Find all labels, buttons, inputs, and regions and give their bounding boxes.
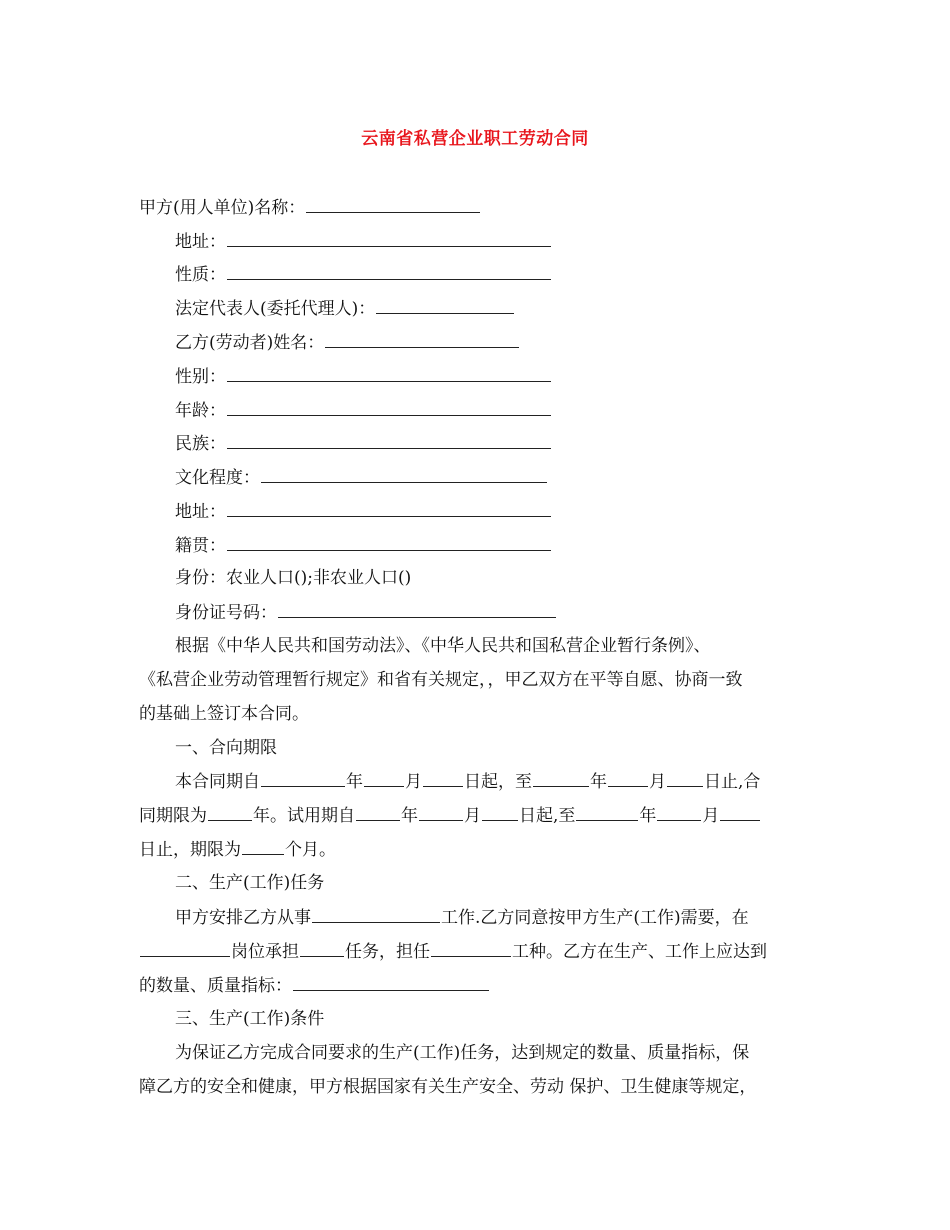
term-text: 本合同期自 xyxy=(175,772,260,792)
party-b-education-blank[interactable] xyxy=(261,465,547,483)
task-text: 的数量、质量指标： xyxy=(139,976,292,996)
party-b-name-blank[interactable] xyxy=(325,330,519,348)
party-b-origin-label: 籍贯： xyxy=(175,536,226,556)
task-text: 岗位承担 xyxy=(231,942,299,962)
party-a-nature-blank[interactable] xyxy=(227,262,551,280)
party-a-rep-line xyxy=(175,296,515,320)
quota-blank[interactable] xyxy=(293,973,489,991)
section-2-line-1 xyxy=(175,905,749,929)
party-b-education-line xyxy=(175,465,548,489)
section-2-heading: 二、生产(工作)任务 xyxy=(175,873,325,893)
probation-months-blank[interactable] xyxy=(242,837,284,855)
task-text: 工作.乙方同意按甲方生产(工作)需要，在 xyxy=(441,908,749,928)
party-b-gender-label: 性别： xyxy=(175,367,226,387)
start-month-blank[interactable] xyxy=(364,769,404,787)
term-text: 日止，期限为 xyxy=(139,840,241,860)
start-day-blank[interactable] xyxy=(423,769,463,787)
document-title: 云南省私营企业职工劳动合同 xyxy=(361,129,589,149)
party-b-age-label: 年龄： xyxy=(175,401,226,421)
term-years-blank[interactable] xyxy=(208,803,252,821)
term-text: 月 xyxy=(464,806,481,826)
party-a-name-label: 甲方(用人单位)名称： xyxy=(139,198,306,218)
party-b-origin-blank[interactable] xyxy=(227,533,551,551)
work-type-blank[interactable] xyxy=(431,939,511,957)
term-text: 同期限为 xyxy=(139,806,207,826)
section-2-line-3 xyxy=(139,973,490,997)
party-b-name-label: 乙方(劳动者)姓名： xyxy=(175,333,325,353)
term-text: 年 xyxy=(639,806,657,826)
task-text: 甲方安排乙方从事 xyxy=(175,908,311,928)
party-b-status-line xyxy=(175,566,411,590)
party-a-nature-line xyxy=(175,262,552,286)
party-b-gender-blank[interactable] xyxy=(227,364,551,382)
party-b-name-line xyxy=(175,330,520,354)
probation-start-year-blank[interactable] xyxy=(356,803,400,821)
party-a-address-blank[interactable] xyxy=(227,229,551,247)
party-b-education-label: 文化程度： xyxy=(175,468,260,488)
term-text: 年 xyxy=(346,772,363,792)
probation-start-month-blank[interactable] xyxy=(419,803,463,821)
party-b-address-line xyxy=(175,499,552,523)
probation-start-day-blank[interactable] xyxy=(482,803,518,821)
job-type-blank[interactable] xyxy=(312,905,440,923)
start-year-blank[interactable] xyxy=(261,769,345,787)
term-text: 年。试用期自 xyxy=(253,806,355,826)
term-text: 月 xyxy=(405,772,422,792)
party-b-address-blank[interactable] xyxy=(227,499,551,517)
section-3-line-2: 障乙方的安全和健康，甲方根据国家有关生产安全、劳动 保护、卫生健康等规定， xyxy=(139,1077,757,1097)
end-day-blank[interactable] xyxy=(667,769,703,787)
section-1-line-3 xyxy=(139,837,336,861)
section-2-line-2 xyxy=(139,939,767,963)
section-1-line-1 xyxy=(175,769,760,793)
party-a-address-line xyxy=(175,229,552,253)
term-text: 日止,合 xyxy=(704,772,761,792)
task-text: 工种。乙方在生产、工作上应达到 xyxy=(512,942,767,962)
preamble-line-3: 的基础上签订本合同。 xyxy=(139,704,309,724)
party-b-gender-line xyxy=(175,364,552,388)
probation-end-year-blank[interactable] xyxy=(576,803,638,821)
party-b-address-label: 地址： xyxy=(175,502,226,522)
probation-end-day-blank[interactable] xyxy=(720,803,760,821)
section-3-line-1: 为保证乙方完成合同要求的生产(工作)任务，达到规定的数量、质量指标，保 xyxy=(175,1043,750,1063)
party-a-name-blank[interactable] xyxy=(306,195,480,213)
post-blank[interactable] xyxy=(140,939,230,957)
party-b-origin-line xyxy=(175,533,552,557)
party-a-address-label: 地址： xyxy=(175,232,226,252)
party-b-ethnicity-label: 民族： xyxy=(175,434,226,454)
party-b-status-text: 身份：农业人口();非农业人口() xyxy=(175,568,412,588)
preamble-line-2: 《私营企业劳动管理暂行规定》和省有关规定，，甲乙双方在平等自愿、协商一致 xyxy=(139,670,743,690)
probation-end-month-blank[interactable] xyxy=(657,803,701,821)
party-b-id-label: 身份证号码： xyxy=(175,603,277,623)
term-text: 个月。 xyxy=(285,840,336,860)
party-a-nature-label: 性质： xyxy=(175,265,226,285)
party-b-ethnicity-blank[interactable] xyxy=(227,431,551,449)
term-text: 月 xyxy=(649,772,666,792)
party-b-age-blank[interactable] xyxy=(227,398,551,416)
party-b-age-line xyxy=(175,398,552,422)
task-text: 任务，担任 xyxy=(345,942,430,962)
section-3-heading: 三、生产(工作)条件 xyxy=(175,1009,325,1029)
preamble-line-1: 根据《中华人民共和国劳动法》、《中华人民共和国私营企业暂行条例》、 xyxy=(175,636,711,656)
party-b-id-line xyxy=(175,600,557,624)
end-year-blank[interactable] xyxy=(533,769,589,787)
party-b-ethnicity-line xyxy=(175,431,552,455)
party-a-rep-label: 法定代表人(委托代理人)： xyxy=(175,299,376,319)
section-1-heading: 一、合向期限 xyxy=(175,738,277,758)
term-text: 年 xyxy=(590,772,607,792)
term-text: 日起，至 xyxy=(464,772,532,792)
party-a-name-line xyxy=(139,195,481,219)
term-text: 月 xyxy=(702,806,720,826)
term-text: 年 xyxy=(401,806,418,826)
party-b-id-blank[interactable] xyxy=(278,600,556,618)
end-month-blank[interactable] xyxy=(608,769,648,787)
duty-blank[interactable] xyxy=(300,939,344,957)
term-text: 日起,至 xyxy=(519,806,576,826)
section-1-line-2 xyxy=(139,803,761,827)
party-a-rep-blank[interactable] xyxy=(376,296,514,314)
